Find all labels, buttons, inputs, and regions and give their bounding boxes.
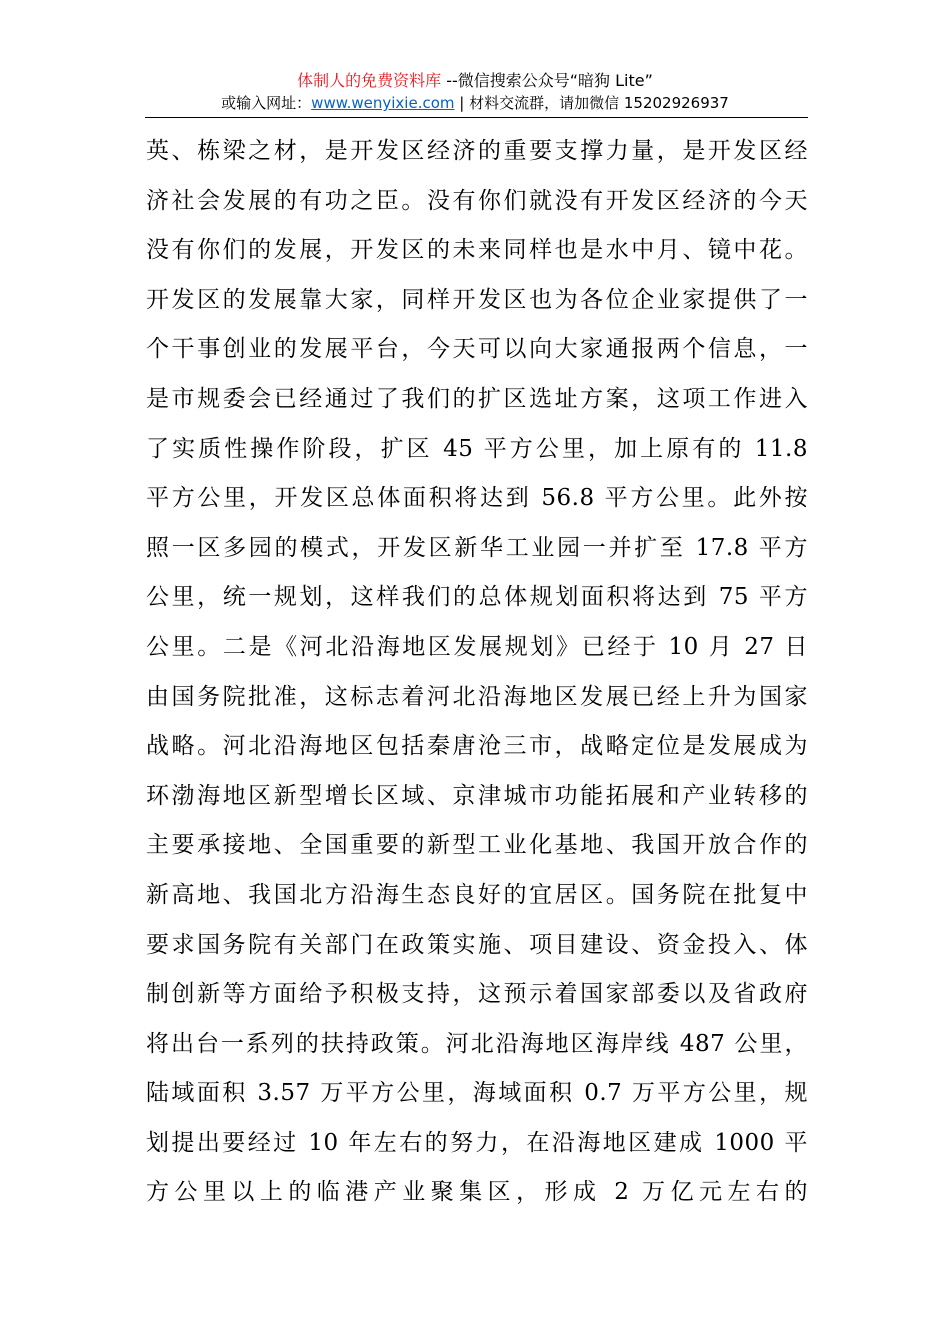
body-line: 方公里以上的临港产业聚集区，形成 2 万亿元左右的	[146, 1179, 808, 1206]
website-link[interactable]: www.wenyixie.com	[311, 94, 455, 112]
body-line: 平方公里，开发区总体面积将达到 56.8 平方公里。此外按	[146, 485, 808, 512]
body-line: 没有你们的发展，开发区的未来同样也是水中月、镜中花。	[146, 237, 808, 264]
body-line: 制创新等方面给予积极支持，这预示着国家部委以及省政府	[146, 981, 808, 1008]
document-body	[146, 127, 808, 1218]
page-header	[0, 70, 950, 114]
header-promo-line	[0, 70, 950, 92]
body-line: 开发区的发展靠大家，同样开发区也为各位企业家提供了一	[146, 286, 808, 313]
header-contact-line	[0, 92, 950, 114]
header-divider	[145, 117, 808, 118]
body-line: 个干事创业的发展平台，今天可以向大家通报两个信息，一	[146, 336, 808, 363]
body-line: 公里，统一规划，这样我们的总体规划面积将达到 75 平方	[146, 584, 808, 611]
body-line: 战略。河北沿海地区包括秦唐沧三市，战略定位是发展成为	[146, 733, 808, 760]
body-line: 公里。二是《河北沿海地区发展规划》已经于 10 月 27 日	[146, 633, 808, 660]
body-line: 济社会发展的有功之臣。没有你们就没有开发区经济的今天	[146, 187, 808, 214]
body-line: 环渤海地区新型增长区域、京津城市功能拓展和产业转移的	[146, 782, 808, 809]
header-wechat-note: --微信搜索公众号“暗狗 Lite”	[441, 71, 653, 90]
body-line: 由国务院批准，这标志着河北沿海地区发展已经上升为国家	[146, 683, 808, 710]
body-line: 划提出要经过 10 年左右的努力，在沿海地区建成 1000 平	[146, 1129, 808, 1156]
body-line: 照一区多园的模式，开发区新华工业园一并扩至 17.8 平方	[146, 534, 808, 561]
body-line: 了实质性操作阶段，扩区 45 平方公里，加上原有的 11.8	[146, 435, 808, 462]
header-contact-info: | 材料交流群，请加微信 15202926937	[454, 94, 729, 112]
body-line: 要求国务院有关部门在政策实施、项目建设、资金投入、体	[146, 931, 808, 958]
body-line: 主要承接地、全国重要的新型工业化基地、我国开放合作的	[146, 832, 808, 859]
body-line: 英、栋梁之材，是开发区经济的重要支撑力量，是开发区经	[146, 138, 808, 164]
body-line: 是市规委会已经通过了我们的扩区选址方案，这项工作进入	[146, 385, 808, 412]
body-line: 陆域面积 3.57 万平方公里，海域面积 0.7 万平方公里，规	[146, 1080, 808, 1107]
header-brand-title: 体制人的免费资料库	[297, 71, 442, 90]
body-line: 新高地、我国北方沿海生态良好的宜居区。国务院在批复中	[146, 881, 808, 908]
header-url-prefix: 或输入网址：	[221, 94, 312, 112]
body-line: 将出台一系列的扶持政策。河北沿海地区海岸线 487 公里，	[146, 1030, 808, 1057]
